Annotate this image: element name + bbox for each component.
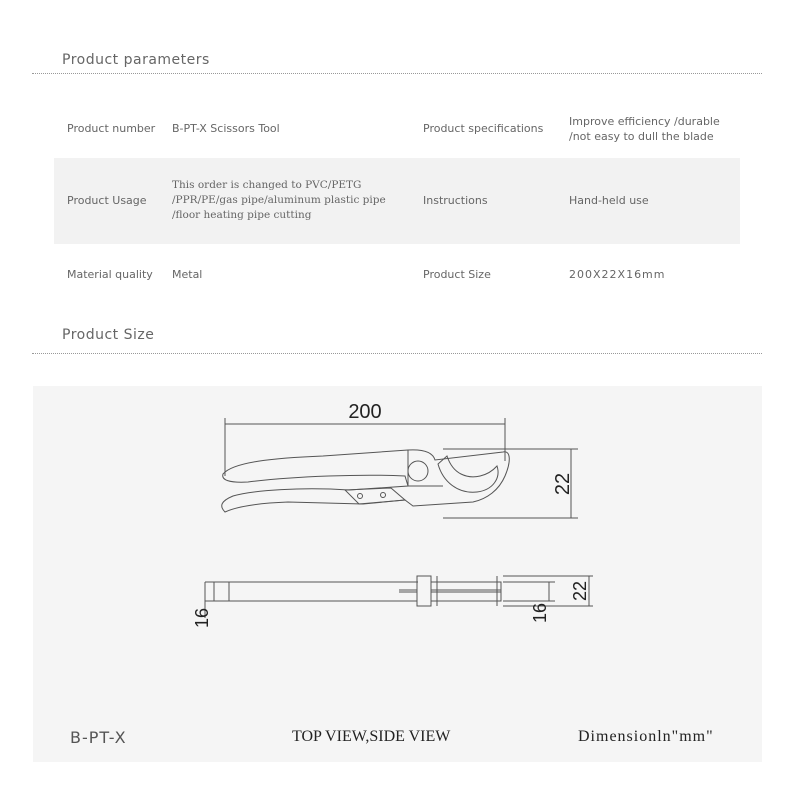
size-section-title: Product Size [62,327,155,343]
technical-drawing-panel [33,386,762,762]
rivet-right [381,493,386,498]
product-specifications-line: Improve efficiency /durable [569,115,720,128]
param-row-2 [54,158,740,244]
material-quality-label: Material quality [67,268,153,281]
material-quality-value: Metal [172,268,203,281]
side-handle-body [229,582,417,601]
technical-drawing [33,386,762,762]
scissors-outline [222,450,510,512]
product-specifications-line: /not easy to dull the blade [569,130,714,143]
handle-insert [345,488,405,504]
product-usage-line: This order is changed to PVC/PETG [172,179,362,191]
side-dim-16-label: 16 [530,602,550,624]
scissors-pivot-plate [408,450,443,486]
size-divider [32,353,762,354]
pivot-circle [408,461,428,481]
views-label: TOP VIEW,SIDE VIEW [292,728,451,745]
params-section-title: Product parameters [62,52,210,68]
side-dim-22-label: 22 [570,580,590,602]
param-row-1 [54,100,740,156]
product-specifications-value [569,114,739,144]
product-number-value-line: B-PT-X Scissors Tool [172,122,280,135]
param-row-3 [54,246,740,302]
side-dim-left-label: 16 [192,607,212,629]
model-label: B-PT-X [70,728,127,747]
product-number-label: Product number [67,122,156,135]
product-usage-line: /PPR/PE/gas pipe/aluminum plastic pipe [172,194,386,206]
product-usage-label: Product Usage [67,194,147,207]
params-divider [32,73,762,74]
dimension-note: Dimensionln"mm" [578,728,714,745]
rivet-left [358,494,363,499]
product-number-value [172,121,412,136]
instructions-value: Hand-held use [569,194,649,207]
dim-height-label: 22 [552,472,574,496]
product-size-value: 200X22X16mm [569,268,666,281]
instructions-label: Instructions [423,194,488,207]
dim-length-label: 200 [348,401,382,423]
side-pivot-block [417,576,431,606]
product-usage-value [172,178,412,223]
product-usage-line: /floor heating pipe cutting [172,209,312,221]
product-size-label: Product Size [423,268,491,281]
scissors-blade-cutout [438,456,498,492]
product-specifications-label: Product specifications [423,122,544,135]
